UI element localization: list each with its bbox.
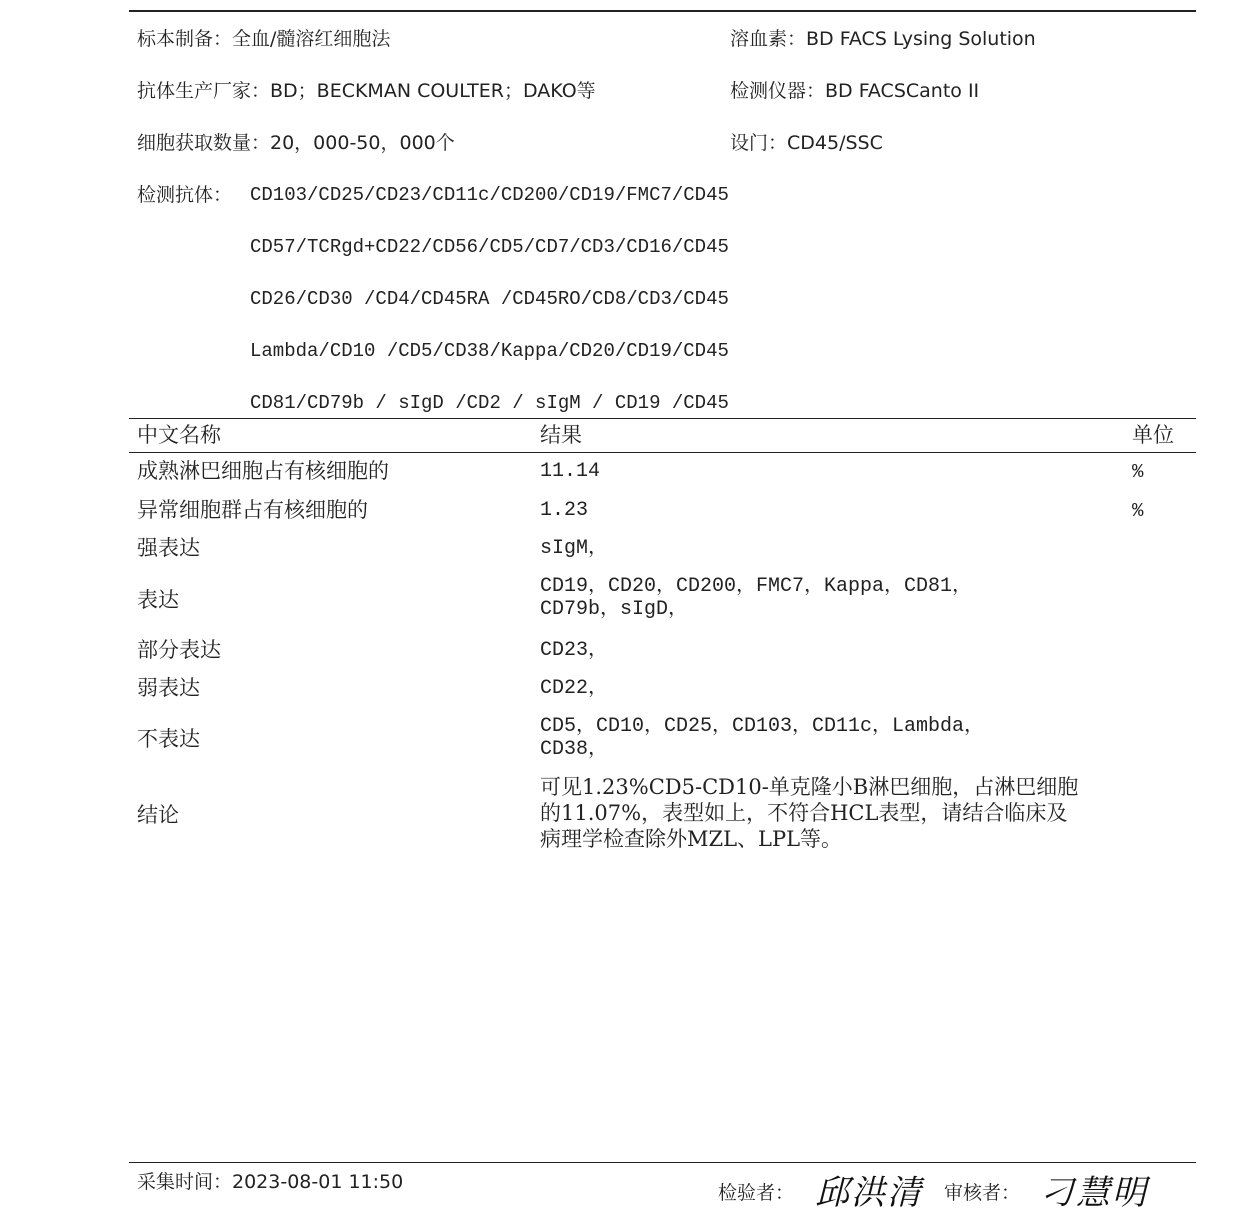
tester-label: 检验者： [718, 1182, 795, 1204]
table-top-rule [129, 418, 1196, 419]
row-name: 异常细胞群占有核细胞的 [137, 498, 368, 522]
row-name: 表达 [137, 588, 179, 612]
antibody-label: 检测抗体： [137, 184, 233, 206]
header-result: 结果 [540, 423, 582, 447]
gating: 设门：CD45/SSC [730, 132, 883, 154]
antibody-panel-3: CD26/CD30 /CD4/CD45RA /CD45RO/CD8/CD3/CD45 [250, 288, 729, 310]
row-name: 部分表达 [137, 638, 221, 662]
reviewer-signature: 刁慧明 [1040, 1173, 1148, 1213]
header-name: 中文名称 [137, 423, 221, 447]
row-name: 强表达 [137, 536, 200, 560]
footer-rule [129, 1162, 1196, 1163]
row-result: sIgM， [540, 537, 609, 560]
table-header-rule [129, 452, 1196, 453]
lysing-solution: 溶血素：BD FACS Lysing Solution [730, 28, 1036, 50]
specimen-prep: 标本制备：全血/髓溶红细胞法 [137, 28, 391, 50]
antibody-panel-1: CD103/CD25/CD23/CD11c/CD200/CD19/FMC7/CD45 [250, 184, 729, 206]
row-name: 结论 [137, 803, 179, 827]
reviewer-label: 审核者： [944, 1182, 1021, 1204]
row-result: 11.14 [540, 460, 601, 483]
row-name: 不表达 [137, 727, 200, 751]
antibody-panel-5: CD81/CD79b / sIgD /CD2 / sIgM / CD19 /CD45 [250, 392, 729, 414]
instrument: 检测仪器：BD FACSCanto II [730, 80, 980, 102]
row-result: 可见1.23%CD5-CD10-单克隆小B淋巴细胞，占淋巴细胞的11.07%，表型如上，不符合HCL表型，请结合临床及病理学检查除外MZL、LPL等。 [540, 775, 1079, 851]
header-unit: 单位 [1132, 423, 1174, 447]
antibody-manufacturer: 抗体生产厂家：BD；BECKMAN COULTER；DAKO等 [137, 80, 596, 102]
row-result: CD5，CD10，CD25，CD103，CD11c，Lambda，CD38， [540, 715, 985, 761]
top-rule [129, 10, 1196, 12]
row-result: CD22， [540, 677, 609, 700]
cell-count: 细胞获取数量：20，000-50，000个 [137, 132, 455, 154]
row-name: 成熟淋巴细胞占有核细胞的 [137, 459, 389, 483]
row-result: CD23， [540, 639, 609, 662]
tester-signature: 邱洪清 [815, 1173, 923, 1213]
row-name: 弱表达 [137, 676, 200, 700]
antibody-panel-2: CD57/TCRgd+CD22/CD56/CD5/CD7/CD3/CD16/CD45 [250, 236, 729, 258]
row-unit: % [1132, 500, 1144, 522]
row-result: CD19，CD20，CD200，FMC7，Kappa，CD81，CD79b，sIgD， [540, 575, 973, 621]
antibody-panel-4: Lambda/CD10 /CD5/CD38/Kappa/CD20/CD19/CD45 [250, 340, 729, 362]
row-unit: % [1132, 461, 1144, 483]
collect-time: 采集时间：2023-08-01 11:50 [137, 1171, 404, 1193]
row-result: 1.23 [540, 499, 589, 522]
